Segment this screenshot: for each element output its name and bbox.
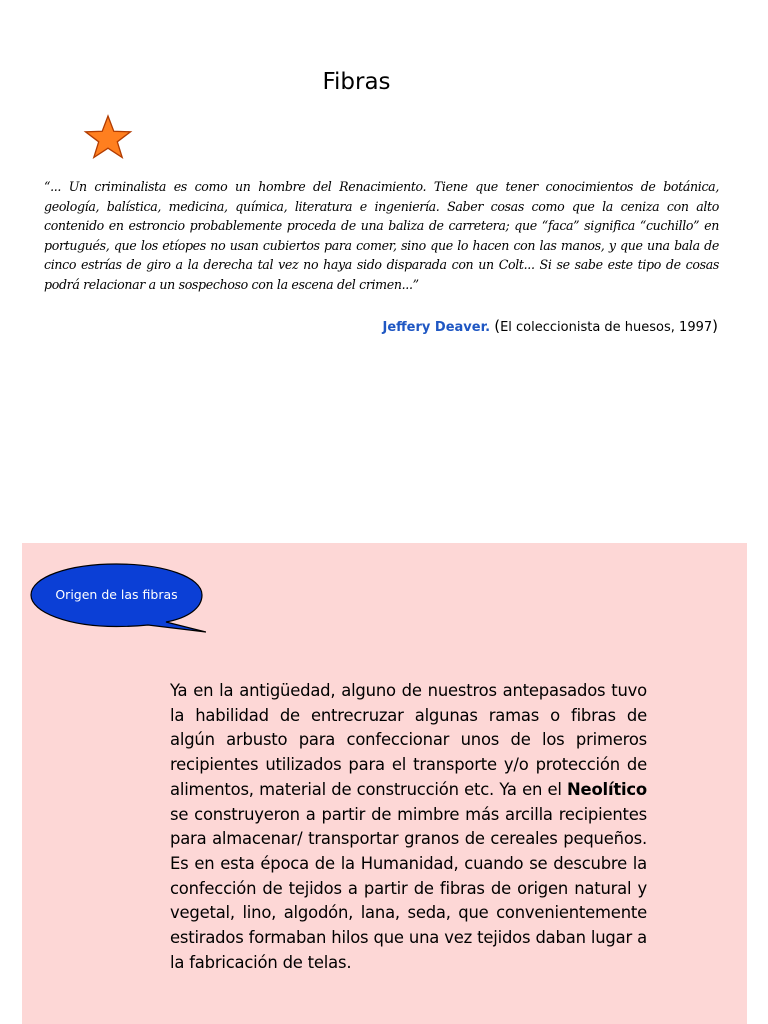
paragraph-text-start: Ya en la antigüedad, alguno de nuestros antepasados tuvo la habilidad de entrecruzar algunas ramas o fibras de algún arbusto para confeccionar unos de los primeros recipientes utilizados para el transporte y/o protección de alimentos, material de construcción etc. Ya en el <box>170 681 647 799</box>
quote-attribution <box>382 316 718 338</box>
paragraph-text-end: se construyeron a partir de mimbre más arcilla recipientes para almacenar/ transportar granos de cereales pequeños. Es en esta época de la Humanidad, cuando se descubre la confección de tejidos a partir de fibras de origen natural y vegetal, lino, algodón, lana, seda, que convenientemente estirados formaban hilos que una vez tejidos daban lugar a la fabricación de telas. <box>170 804 647 972</box>
neolithic-term: Neolítico <box>567 779 647 799</box>
criminalist-quote: “... Un criminalista es como un hombre del Renacimiento. Tiene que tener conocimientos de botánica, geología, balística, medicina, química, literatura e ingeniería. Saber cosas como que la ceniza con alto contenido en estroncio probablemente proceda de una baliza de carretera; que “faca” significa “cuchillo” en portugués, que los etíopes no usan cubiertos para comer, sino que lo hacen con las manos, y que una bala de cinco estrías de giro a la derecha tal vez no haya sido disparada con un Colt... Si se sabe este tipo de cosas podrá relacionar a un sospechoso con la escena del crimen...” <box>44 179 719 292</box>
attribution-paren-open: ( <box>494 317 501 335</box>
bubble-label: Origen de las fibras <box>55 587 178 602</box>
quote-source: El coleccionista de huesos, 1997 <box>500 320 713 335</box>
attribution-paren-close: ) <box>712 317 718 335</box>
orange-star-icon <box>82 114 134 160</box>
page-title: Fibras <box>322 69 391 95</box>
fiber-origin-paragraph <box>170 679 647 975</box>
quote-author: Jeffery Deaver. <box>382 320 491 335</box>
